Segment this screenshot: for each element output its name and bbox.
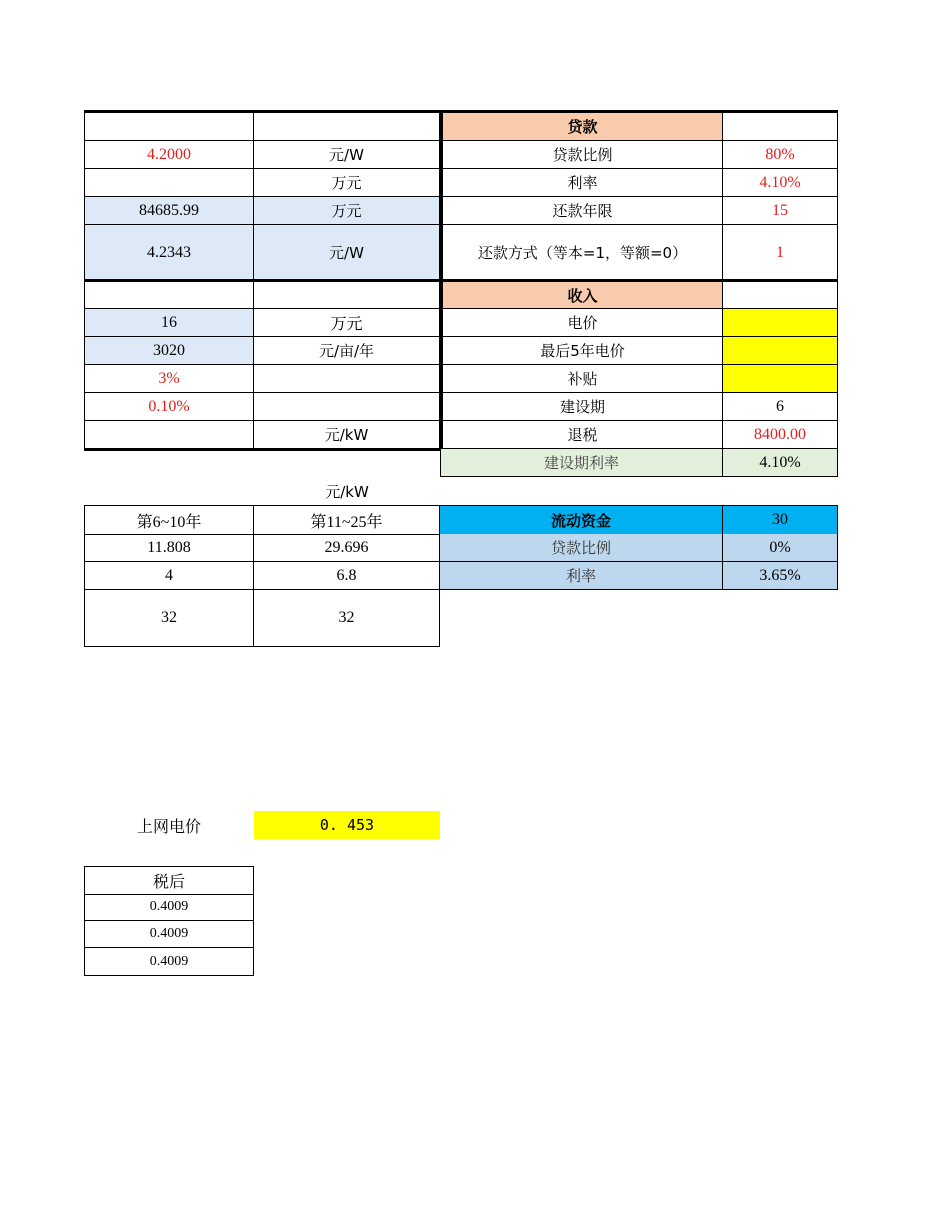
- cell[interactable]: 建设期利率: [440, 449, 723, 477]
- cell[interactable]: 8400.00: [723, 421, 838, 449]
- grid-price-label: 上网电价: [136, 818, 201, 836]
- row-loan-header: [84, 113, 838, 141]
- cell[interactable]: 32: [254, 590, 440, 647]
- cell[interactable]: 16: [84, 309, 254, 337]
- cell[interactable]: 0.4009: [84, 921, 254, 948]
- cell[interactable]: 3%: [84, 365, 254, 393]
- row-mid-3: [84, 562, 838, 590]
- cell[interactable]: 补贴: [440, 365, 723, 393]
- after-tax-row: [84, 948, 254, 976]
- cell[interactable]: 元/kW: [254, 421, 440, 449]
- after-tax-header-row: [84, 866, 254, 895]
- cell[interactable]: 0.4009: [84, 894, 254, 921]
- cell[interactable]: [723, 113, 838, 141]
- cell[interactable]: 6: [723, 393, 838, 421]
- cell[interactable]: 万元: [254, 197, 440, 225]
- grid-price-row: [84, 811, 440, 839]
- cell[interactable]: 29.696: [254, 534, 440, 562]
- row-price: [84, 309, 838, 337]
- bottom-border: [84, 448, 442, 451]
- row-construction: [84, 393, 838, 421]
- cell[interactable]: 电价: [440, 309, 723, 337]
- working-capital-header[interactable]: 流动资金: [440, 506, 723, 535]
- cell[interactable]: 0%: [723, 534, 838, 562]
- cell[interactable]: 0.10%: [84, 393, 254, 421]
- cell[interactable]: 第6~10年: [84, 506, 254, 535]
- cell[interactable]: 80%: [723, 141, 838, 169]
- cell[interactable]: 84685.99: [84, 197, 254, 225]
- cell[interactable]: 11.808: [84, 534, 254, 562]
- row-last5-price: [84, 337, 838, 365]
- cell[interactable]: 4: [84, 562, 254, 590]
- cell[interactable]: 元/亩/年: [254, 337, 440, 365]
- cell[interactable]: 最后5年电价: [440, 337, 723, 365]
- cell[interactable]: [254, 365, 440, 393]
- unit-label: 元/kW: [325, 483, 369, 501]
- cell[interactable]: 利率: [440, 562, 723, 590]
- cell[interactable]: 4.2343: [84, 225, 254, 281]
- cell[interactable]: 还款方式（等本=1，等额=0）: [440, 225, 723, 281]
- cell[interactable]: [254, 282, 440, 309]
- row-repayment: [84, 225, 838, 281]
- cell[interactable]: [254, 113, 440, 141]
- cell[interactable]: [84, 169, 254, 197]
- row-period-header: [84, 505, 838, 535]
- cell[interactable]: 30: [723, 506, 838, 535]
- cell[interactable]: 15: [723, 197, 838, 225]
- cell[interactable]: 利率: [440, 169, 723, 197]
- cell[interactable]: 第11~25年: [254, 506, 440, 535]
- cell[interactable]: 4.2000: [84, 141, 254, 169]
- row-construction-interest: [440, 449, 838, 477]
- after-tax-row: [84, 894, 254, 921]
- cell[interactable]: 32: [84, 590, 254, 647]
- cell[interactable]: 4.10%: [723, 449, 838, 477]
- cell[interactable]: 1: [723, 225, 838, 281]
- cell[interactable]: 万元: [254, 309, 440, 337]
- cell[interactable]: 贷款比例: [440, 534, 723, 562]
- cell[interactable]: [723, 365, 838, 393]
- row-subsidy: [84, 365, 838, 393]
- after-tax-header[interactable]: 税后: [84, 867, 254, 895]
- cell[interactable]: 3.65%: [723, 562, 838, 590]
- cell[interactable]: 还款年限: [440, 197, 723, 225]
- cell[interactable]: [723, 309, 838, 337]
- cell[interactable]: 元/W: [254, 141, 440, 169]
- cell[interactable]: 3020: [84, 337, 254, 365]
- cell[interactable]: 建设期: [440, 393, 723, 421]
- row-term: [84, 197, 838, 225]
- cell[interactable]: [723, 337, 838, 365]
- cell[interactable]: 贷款比例: [440, 141, 723, 169]
- after-tax-row: [84, 921, 254, 948]
- row-income-header: [84, 282, 838, 309]
- cell[interactable]: 4.10%: [723, 169, 838, 197]
- cell[interactable]: 退税: [440, 421, 723, 449]
- cell[interactable]: [84, 282, 254, 309]
- cell[interactable]: [84, 421, 254, 449]
- cell[interactable]: [84, 113, 254, 141]
- grid-price-value[interactable]: 0. 453: [254, 811, 440, 839]
- cell[interactable]: 0.4009: [84, 948, 254, 976]
- cell[interactable]: 元/W: [254, 225, 440, 281]
- row-interest: [84, 169, 838, 197]
- cell[interactable]: 6.8: [254, 562, 440, 590]
- cell[interactable]: [723, 282, 838, 309]
- row-loan-ratio: [84, 141, 838, 169]
- income-section-header[interactable]: 收入: [440, 282, 723, 309]
- row-mid-4: [84, 590, 440, 647]
- cell[interactable]: [254, 393, 440, 421]
- row-tax-refund: [84, 421, 838, 449]
- row-mid-2: [84, 534, 838, 562]
- loan-section-header[interactable]: 贷款: [440, 113, 723, 141]
- cell[interactable]: 万元: [254, 169, 440, 197]
